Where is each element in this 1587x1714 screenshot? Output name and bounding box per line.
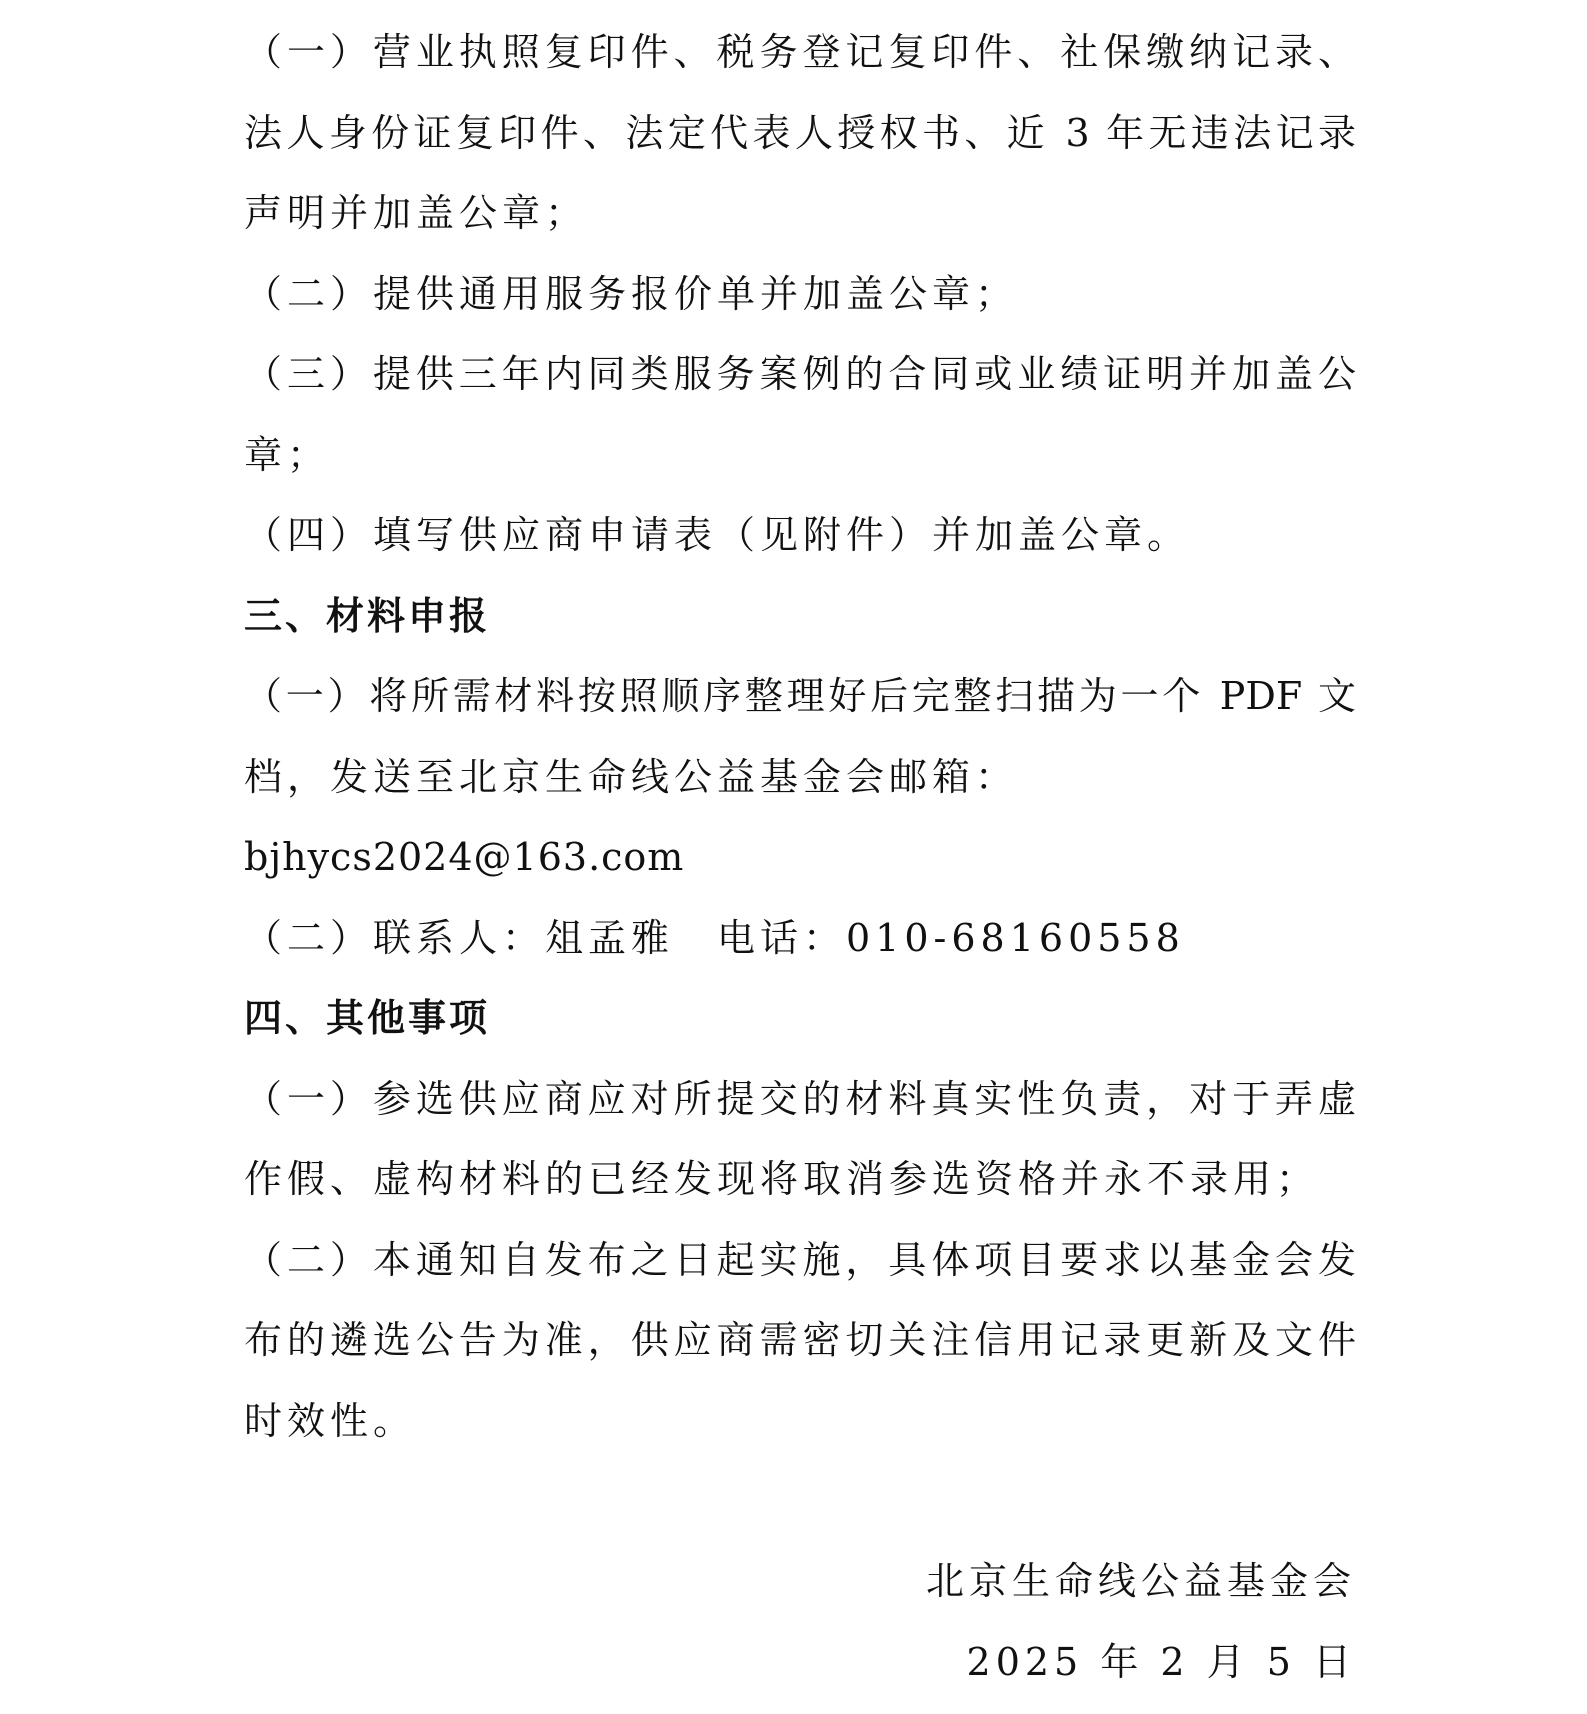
requirements-list xyxy=(244,12,1356,576)
requirement-1-line-1: （一）营业执照复印件、税务登记复印件、社保缴纳记录、 xyxy=(244,30,1356,74)
section-material-submission xyxy=(244,576,1356,979)
signature-organization: 北京生命线公益基金会 xyxy=(925,1559,1356,1603)
section-heading-other-matters: 四、其他事项 xyxy=(244,996,491,1040)
submission-contact: （二）联系人：俎孟雅 电话：010-68160558 xyxy=(244,915,1185,960)
section-heading-material-submission: 三、材料申报 xyxy=(244,593,491,638)
other-2-line-2: 布的遴选公告为准，供应商需密切关注信用记录更新及文件 xyxy=(244,1318,1356,1362)
requirement-1-line-3: 声明并加盖公章； xyxy=(244,191,589,235)
requirement-1-line-2: 法人身份证复印件、法定代表人授权书、近 3 年无违法记录 xyxy=(244,110,1356,155)
document-body xyxy=(244,12,1356,1702)
section-other-matters xyxy=(244,978,1356,1461)
other-1-line-2: 作假、虚构材料的已经发现将取消参选资格并永不录用； xyxy=(244,1157,1320,1201)
submission-email: bjhycs2024@163.com xyxy=(244,835,685,879)
requirement-3-line-1: （三）提供三年内同类服务案例的合同或业绩证明并加盖公 xyxy=(244,352,1356,396)
requirement-4: （四）填写供应商申请表（见附件）并加盖公章。 xyxy=(244,513,1191,557)
signature-block xyxy=(244,1541,1356,1702)
other-1-line-1: （一）参选供应商应对所提交的材料真实性负责，对于弄虚 xyxy=(244,1076,1356,1121)
requirement-2: （二）提供通用服务报价单并加盖公章； xyxy=(244,271,1019,316)
signature-date: 2025 年 2 月 5 日 xyxy=(966,1639,1356,1684)
submission-1-line-2: 档，发送至北京生命线公益基金会邮箱： xyxy=(244,754,1019,799)
requirement-3-line-2: 章； xyxy=(244,432,331,477)
submission-1-line-1: （一）将所需材料按照顺序整理好后完整扫描为一个 PDF 文 xyxy=(244,674,1356,718)
signature-spacer xyxy=(244,1461,1356,1541)
other-2-line-1: （二）本通知自发布之日起实施，具体项目要求以基金会发 xyxy=(244,1237,1356,1282)
other-2-line-3: 时效性。 xyxy=(244,1398,417,1443)
